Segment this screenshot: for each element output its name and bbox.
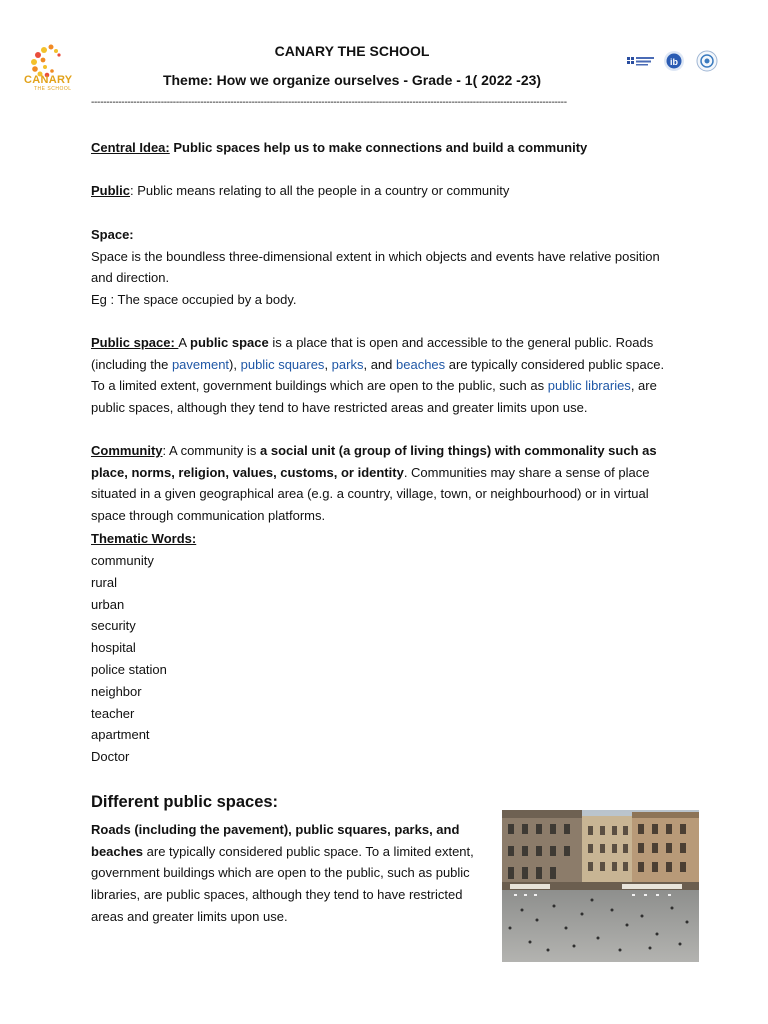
central-idea-text: Public spaces help us to make connections and build a community (169, 140, 588, 155)
public-label: Public (91, 183, 131, 198)
different-spaces-paragraph (91, 819, 487, 928)
public-space-text: , are public spaces, although they tend to have restricted areas and greater limits upon use. (91, 378, 657, 416)
ib-icon (664, 51, 684, 71)
list-item: apartment (91, 727, 150, 743)
list-item: rural (91, 574, 118, 590)
different-spaces-text: are typically considered public space. To a limited extent, government buildings which are open to the public, such as public libraries, are public spaces, although they tend to have restricted areas and greater limits upon use. (91, 843, 474, 924)
central-idea-label: Central Idea: (91, 140, 170, 155)
section-heading: Different public spaces: (91, 793, 279, 811)
space-label: Space: (91, 227, 134, 242)
school-name: CANARY THE SCHOOL (274, 43, 430, 59)
list-item: hospital (91, 640, 136, 656)
public-definition (91, 180, 681, 202)
public-space-definition (91, 332, 681, 419)
public-space-bold: public space (190, 335, 269, 350)
public-space-text: , (324, 356, 332, 372)
logo-text: CANARY (24, 74, 73, 86)
public-space-text: , and (363, 356, 396, 372)
different-spaces-bold: Roads (including the pavement), public squares, parks, and beaches (91, 822, 460, 859)
list-item: neighbor (91, 683, 142, 699)
list-item: teacher (91, 705, 135, 721)
public-space-text: A (178, 335, 190, 350)
cbse-icon (697, 51, 717, 71)
public-libraries-link[interactable]: public libraries (547, 378, 631, 394)
space-example: Eg : The space occupied by a body. (91, 292, 297, 308)
community-definition (91, 440, 681, 527)
accreditation-badges (626, 48, 722, 74)
list-item: community (91, 553, 154, 568)
public-square-photo (502, 810, 699, 962)
public-space-text: ), (229, 356, 241, 372)
beaches-link[interactable]: beaches (396, 356, 446, 372)
list-item: Doctor (91, 749, 130, 765)
list-item: urban (91, 596, 125, 612)
community-text: : A community is (162, 443, 261, 458)
thematic-words-list (91, 550, 167, 768)
list-item: security (91, 618, 136, 634)
svg-text:ib: ib (670, 57, 678, 67)
public-space-text: are typically considered public space. To a limited extent, government buildings which are open to the public, such as (91, 356, 665, 394)
community-bold: a social unit (a group of living things) with commonality such as place, norms, religion, values, customs, or identity (91, 443, 657, 480)
british-council-icon (627, 57, 654, 66)
logo-subtext: THE SCHOOL (34, 86, 72, 92)
community-text: . Communities may share a sense of place situated in a given geographical area (e.g. a country, village, town, or neighbourhood) or in virtual space through communication platforms. (91, 464, 650, 524)
central-idea (91, 137, 681, 159)
pavement-link[interactable]: pavement (171, 356, 230, 372)
space-definition (91, 224, 681, 311)
thematic-words-label (91, 528, 681, 550)
public-text: : Public means relating to all the people in a country or community (130, 183, 510, 198)
parks-link[interactable]: parks (331, 356, 364, 372)
community-label: Community (91, 443, 163, 458)
theme-title: Theme: How we organize ourselves - Grade - 1( 2022 -23) (162, 72, 542, 88)
public-space-label: Public space: (91, 335, 179, 350)
header-separator: ------------------------------------------------------------------------------------------------------------------------------------------------------------- (91, 97, 567, 108)
public-squares-link[interactable]: public squares (240, 356, 325, 372)
space-text: Space is the boundless three-dimensional extent in which objects and events have relative position and direction. (91, 248, 660, 286)
list-item: police station (91, 661, 167, 677)
public-space-text: is a place that is open and accessible to the general public. Roads (including the (91, 335, 654, 372)
thematic-label: Thematic Words: (91, 531, 197, 546)
